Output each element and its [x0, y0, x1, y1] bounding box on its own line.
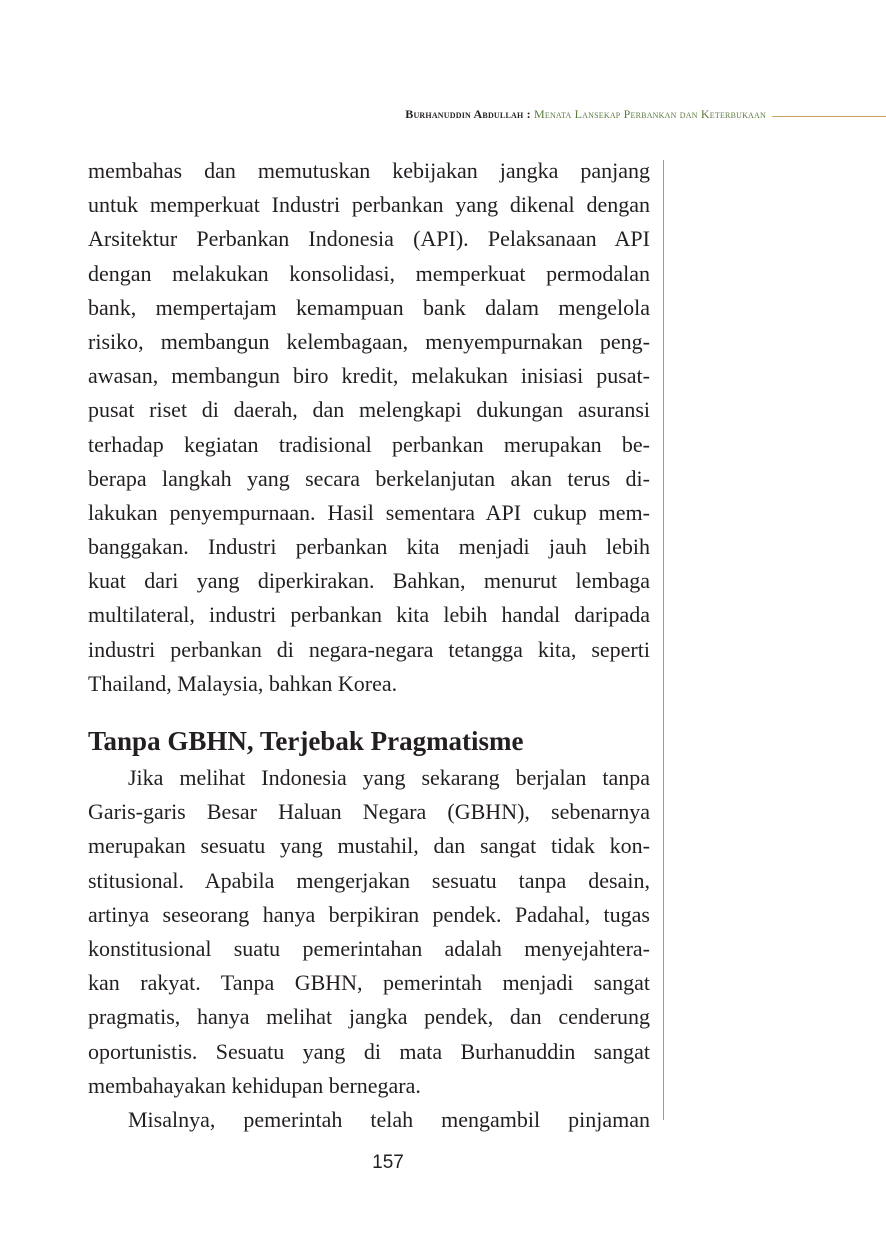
text-line: artinya seseorang hanya berpikiran pendek. Padahal, tugas [88, 901, 650, 927]
section-heading: Tanpa GBHN, Terjebak Pragmatisme [88, 726, 524, 756]
text-line: industri perbankan di negara-negara tetangga kita, seperti [88, 636, 650, 662]
text-line: Arsitektur Perbankan Indonesia (API). Pelaksanaan API [88, 226, 650, 252]
header-rule [772, 116, 886, 117]
text-line: multilateral, industri perbankan kita lebih handal daripada [88, 602, 650, 628]
page-number: 157 [372, 1152, 404, 1173]
running-header-title: Menata Lansekap Perbankan dan Keterbukaan [533, 107, 766, 121]
paragraph-api [88, 154, 650, 701]
running-header-author: Burhanuddin Abdullah : [405, 107, 531, 121]
text-line: oportunistis. Sesuatu yang di mata Burhanuddin sangat [88, 1038, 650, 1064]
paragraph-misalnya [88, 1103, 650, 1137]
text-line: berapa langkah yang secara berkelanjutan akan terus di- [88, 465, 650, 491]
text-line: membahayakan kehidupan bernegara. [88, 1072, 421, 1098]
text-line: pragmatis, hanya melihat jangka pendek, dan cenderung [88, 1004, 650, 1030]
text-line: Misalnya, pemerintah telah mengambil pinjaman [128, 1106, 650, 1132]
text-line: Thailand, Malaysia, bahkan Korea. [88, 670, 398, 696]
running-header [405, 106, 766, 122]
text-column [88, 154, 650, 1137]
text-line: membahas dan memutuskan kebijakan jangka panjang [88, 158, 650, 183]
margin-rule [663, 160, 664, 1120]
text-line: risiko, membangun kelembagaan, menyempurnakan peng- [88, 328, 650, 354]
text-line: Jika melihat Indonesia yang sekarang berjalan tanpa [128, 765, 650, 790]
text-line: dengan melakukan konsolidasi, memperkuat permodalan [88, 260, 650, 286]
text-line: kan rakyat. Tanpa GBHN, pemerintah menjadi sangat [88, 970, 650, 996]
text-line: lakukan penyempurnaan. Hasil sementara API cukup mem- [88, 499, 650, 525]
text-line: terhadap kegiatan tradisional perbankan merupakan be- [88, 431, 650, 457]
paragraph-gbhn [88, 761, 650, 1103]
text-line: kuat dari yang diperkirakan. Bahkan, menurut lembaga [88, 568, 650, 594]
text-line: Garis-garis Besar Haluan Negara (GBHN), sebenarnya [88, 799, 650, 825]
text-line: stitusional. Apabila mengerjakan sesuatu tanpa desain, [88, 867, 650, 893]
text-line: pusat riset di daerah, dan melengkapi dukungan asuransi [88, 397, 650, 423]
text-line: konstitusional suatu pemerintahan adalah menyejahtera- [88, 935, 650, 961]
text-line: untuk memperkuat Industri perbankan yang dikenal dengan [88, 192, 650, 218]
text-line: awasan, membangun biro kredit, melakukan inisiasi pusat- [88, 363, 650, 389]
text-line: banggakan. Industri perbankan kita menjadi jauh lebih [88, 534, 650, 560]
text-line: merupakan sesuatu yang mustahil, dan sangat tidak kon- [88, 833, 650, 859]
text-line: bank, mempertajam kemampuan bank dalam mengelola [88, 294, 650, 320]
